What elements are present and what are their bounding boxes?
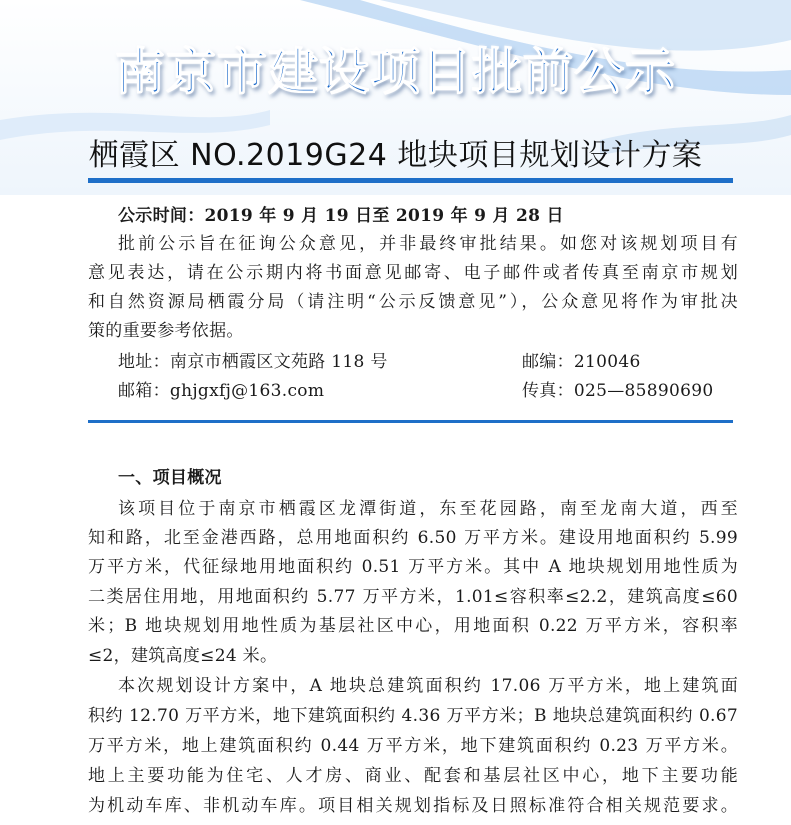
contact-fax: 传真：025—85890690 xyxy=(522,381,714,401)
contact-email: 邮箱：ghjgxfj@163.com xyxy=(118,381,325,401)
notice-intro-line: 批前公示旨在征询公众意见，并非最终审批结果。如您对该规划项目有 xyxy=(118,234,738,254)
overview-paragraph-line: 该项目位于南京市栖霞区龙潭街道，东至花园路，南至龙南大道，西至 xyxy=(118,499,738,519)
header-banner xyxy=(0,0,791,195)
header-divider xyxy=(88,178,733,183)
scheme-paragraph-line: 为机动车库、非机动车库。项目相关规划指标及日照标准符合相关规范要求。 xyxy=(88,796,738,816)
overview-paragraph-line: 米；B 地块规划用地性质为基层社区中心，用地面积 0.22 万平方米，容积率 xyxy=(88,616,738,636)
page-title: 南京市建设项目批前公示 xyxy=(115,43,676,101)
notice-intro-line: 意见表达，请在公示期内将书面意见邮寄、电子邮件或者传真至南京市规划 xyxy=(88,263,738,283)
overview-paragraph-line: 知和路，北至金港西路，总用地面积约 6.50 万平方米。建设用地面积约 5.99 xyxy=(88,528,738,548)
notice-intro-line: 策的重要参考依据。 xyxy=(88,321,244,341)
notice-intro-line: 和自然资源局栖霞分局（请注明“公示反馈意见”），公众意见将作为审批决 xyxy=(88,292,738,312)
project-subtitle: 栖霞区 NO.2019G24 地块项目规划设计方案 xyxy=(88,138,703,173)
scheme-paragraph-line: 地上主要功能为住宅、人才房、商业、配套和基层社区中心，地下主要功能 xyxy=(88,766,738,786)
section-heading: 一、项目概况 xyxy=(118,468,222,488)
scheme-paragraph-line: 积约 12.70 万平方米，地下建筑面积约 4.36 万平方米；B 地块总建筑面积约 0.67 xyxy=(88,706,738,726)
contact-postcode: 邮编：210046 xyxy=(522,352,641,372)
overview-paragraph-line: 二类居住用地，用地面积约 5.77 万平方米，1.01≤容积率≤2.2，建筑高度≤60 xyxy=(88,587,738,607)
notice-period: 公示时间：2019 年 9 月 19 日至 2019 年 9 月 28 日 xyxy=(118,206,564,226)
overview-paragraph-line: ≤2，建筑高度≤24 米。 xyxy=(88,646,278,666)
contact-address: 地址：南京市栖霞区文苑路 118 号 xyxy=(118,352,388,372)
section-divider xyxy=(88,420,733,423)
scheme-paragraph-line: 本次规划设计方案中，A 地块总建筑面积约 17.06 万平方米，地上建筑面 xyxy=(118,676,738,696)
scheme-paragraph-line: 万平方米，地上建筑面积约 0.44 万平方米，地下建筑面积约 0.23 万平方米。 xyxy=(88,736,738,756)
overview-paragraph-line: 万平方米，代征绿地用地面积约 0.51 万平方米。其中 A 地块规划用地性质为 xyxy=(88,557,738,577)
